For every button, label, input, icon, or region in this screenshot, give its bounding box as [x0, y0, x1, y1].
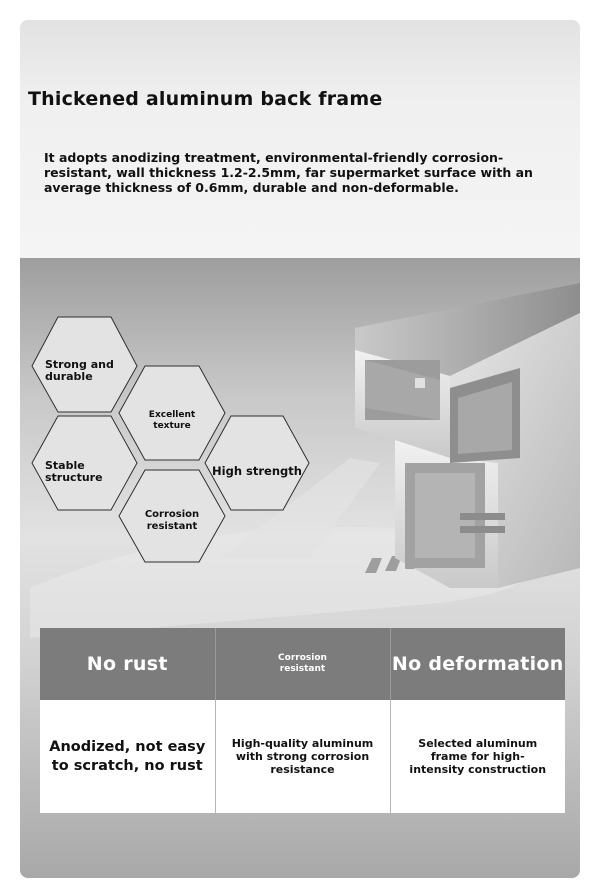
detail-no-rust: Anodized, not easy to scratch, no rust	[40, 700, 215, 813]
heading-no-deformation: No deformation	[390, 628, 565, 700]
detail-corrosion-resistant: High-quality aluminum with strong corrosion resistance	[215, 700, 390, 813]
heading-corrosion-resistant: Corrosion resistant	[215, 628, 390, 700]
product-description: It adopts anodizing treatment, environmental-friendly corrosion-resistant, wall thickness 1.2-2.5mm, far supermarket surface with an average thickness of 0.6mm, durable and non-deformable.	[44, 150, 533, 195]
product-detail-panel	[20, 20, 580, 878]
hex-label-excellent-texture: Excellent texture	[148, 410, 196, 431]
hex-label-stable-structure: Stable structure	[45, 459, 103, 484]
detail-no-deformation: Selected aluminum frame for high-intensity construction	[390, 700, 565, 813]
hex-label-strong-durable: Strong and durable	[45, 358, 114, 383]
feature-comparison-table	[40, 628, 565, 813]
heading-no-rust: No rust	[40, 628, 215, 700]
hexagon-high-strength	[205, 416, 309, 510]
table-header-row	[40, 628, 565, 700]
hex-label-high-strength: High strength	[212, 464, 302, 478]
hex-label-corrosion-resistant: Corrosion resistant	[144, 509, 200, 532]
table-body-row	[40, 700, 565, 813]
page-title: Thickened aluminum back frame	[28, 88, 383, 110]
header-band	[20, 20, 580, 258]
